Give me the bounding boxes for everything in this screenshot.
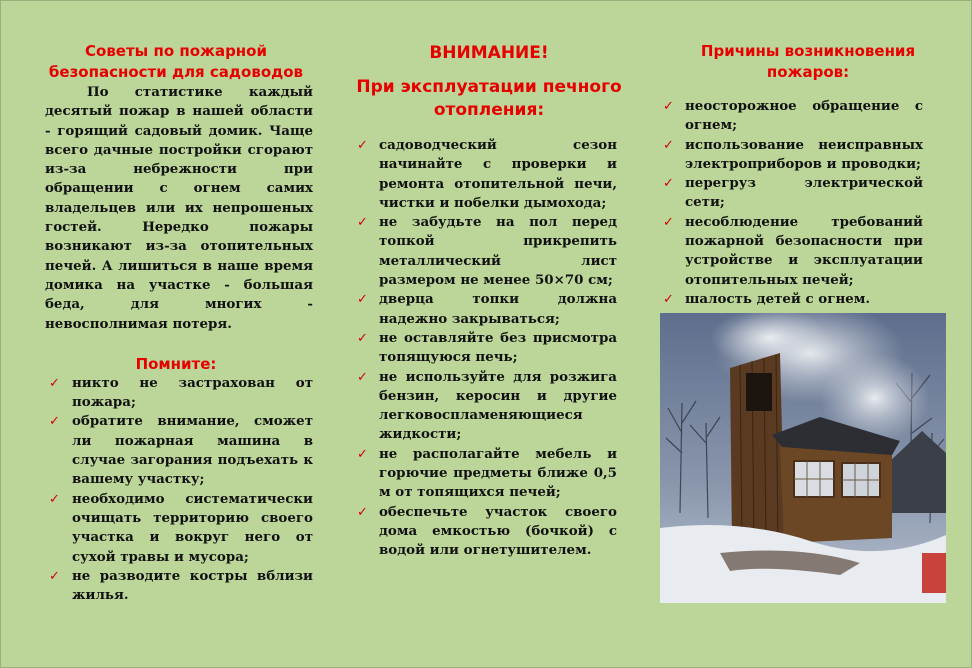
checkmark-icon: ✓ (663, 99, 674, 114)
column-garden-advice (31, 1, 321, 605)
list-item: ✓ обеспечьте участок своего дома емкостью (бочкой) с водой или огнетушителем. (357, 503, 617, 559)
list-item: ✓ неосторожное обращение с огнем; (663, 98, 923, 134)
stove-rules-list (355, 136, 623, 561)
remember-list (31, 374, 321, 606)
checkmark-icon: ✓ (357, 138, 368, 153)
list-item: ✓ несоблюдение требований пожарной безопасности при устройстве и эксплуатации отопительных печей; (663, 213, 923, 288)
list-item: ✓ обратите внимание, сможет ли пожарная машина в случае загорания подъехать к вашему участку; (49, 413, 313, 488)
checkmark-icon: ✓ (49, 491, 60, 507)
checkmark-icon: ✓ (357, 292, 368, 308)
list-item: ✓ не используйте для розжига бензин, керосин и другие легковоспламеняющиеся жидкости; (357, 368, 617, 443)
list-item: ✓ садоводческий сезон начинайте с проверки и ремонта отопительной печи, чистки и побелки дымохода; (357, 137, 617, 211)
list-item: ✓ необходимо систематически очищать территорию своего участка и вокруг него от сухой травы и мусора; (49, 490, 313, 565)
checkmark-icon: ✓ (49, 568, 60, 584)
checkmark-icon: ✓ (49, 414, 60, 430)
list-item: ✓ никто не застрахован от пожара; (49, 374, 313, 411)
checkmark-icon: ✓ (357, 504, 368, 520)
checkmark-icon: ✓ (49, 375, 60, 391)
fire-causes-list (661, 97, 951, 309)
checkmark-icon: ✓ (357, 215, 368, 231)
list-item: ✓ не располагайте мебель и горючие предметы ближе 0,5 м от топящихся печей; (357, 445, 617, 501)
list-item: ✓ не оставляйте без присмотра топящуюся печь; (357, 329, 617, 366)
checkmark-icon: ✓ (663, 137, 674, 153)
burning-garden-house-photo (660, 313, 946, 603)
burning-house-illustration (660, 313, 946, 603)
garden-advice-title: Советы по пожарной безопасности для садоводов (48, 42, 304, 81)
remember-title: Помните: (135, 354, 217, 373)
checkmark-icon: ✓ (357, 369, 368, 385)
column-stove-heating (355, 1, 623, 561)
list-item: ✓ дверца топки должна надежно закрываться; (357, 291, 617, 327)
list-item: ✓ перегруз электрической сети; (663, 175, 923, 211)
list-item: ✓ не забудьте на пол перед топкой прикрепить металлический лист размером не менее 50×70 см; (357, 214, 617, 289)
attention-title: ВНИМАНИЕ! (429, 43, 549, 63)
stove-heating-subtitle: При эксплуатации печного отопления: (356, 77, 622, 120)
checkmark-icon: ✓ (663, 291, 674, 307)
checkmark-icon: ✓ (663, 176, 674, 192)
column-fire-causes (661, 1, 951, 309)
statistics-paragraph: По статистике каждый десятый пожар в нашей области - горящий садовый домик. Чаще всего дачные постройки сгорают из-за небрежности при обращении с огнем самих владельцев или их непрошеных гостей. Нередко пожары возникают из-за отопительных печей. А лишиться в наше время домика на участке - большая беда, для многих - невосполнимая потеря. (45, 84, 313, 332)
list-item: ✓ использование неисправных электроприборов и проводки; (663, 136, 923, 172)
checkmark-icon: ✓ (357, 330, 368, 346)
checkmark-icon: ✓ (357, 446, 368, 462)
list-item: ✓ не разводите костры вблизи жилья. (49, 567, 313, 604)
fire-causes-title: Причины возникновения пожаров: (700, 42, 916, 81)
list-item: ✓ шалость детей с огнем. (661, 290, 951, 309)
checkmark-icon: ✓ (663, 214, 674, 230)
